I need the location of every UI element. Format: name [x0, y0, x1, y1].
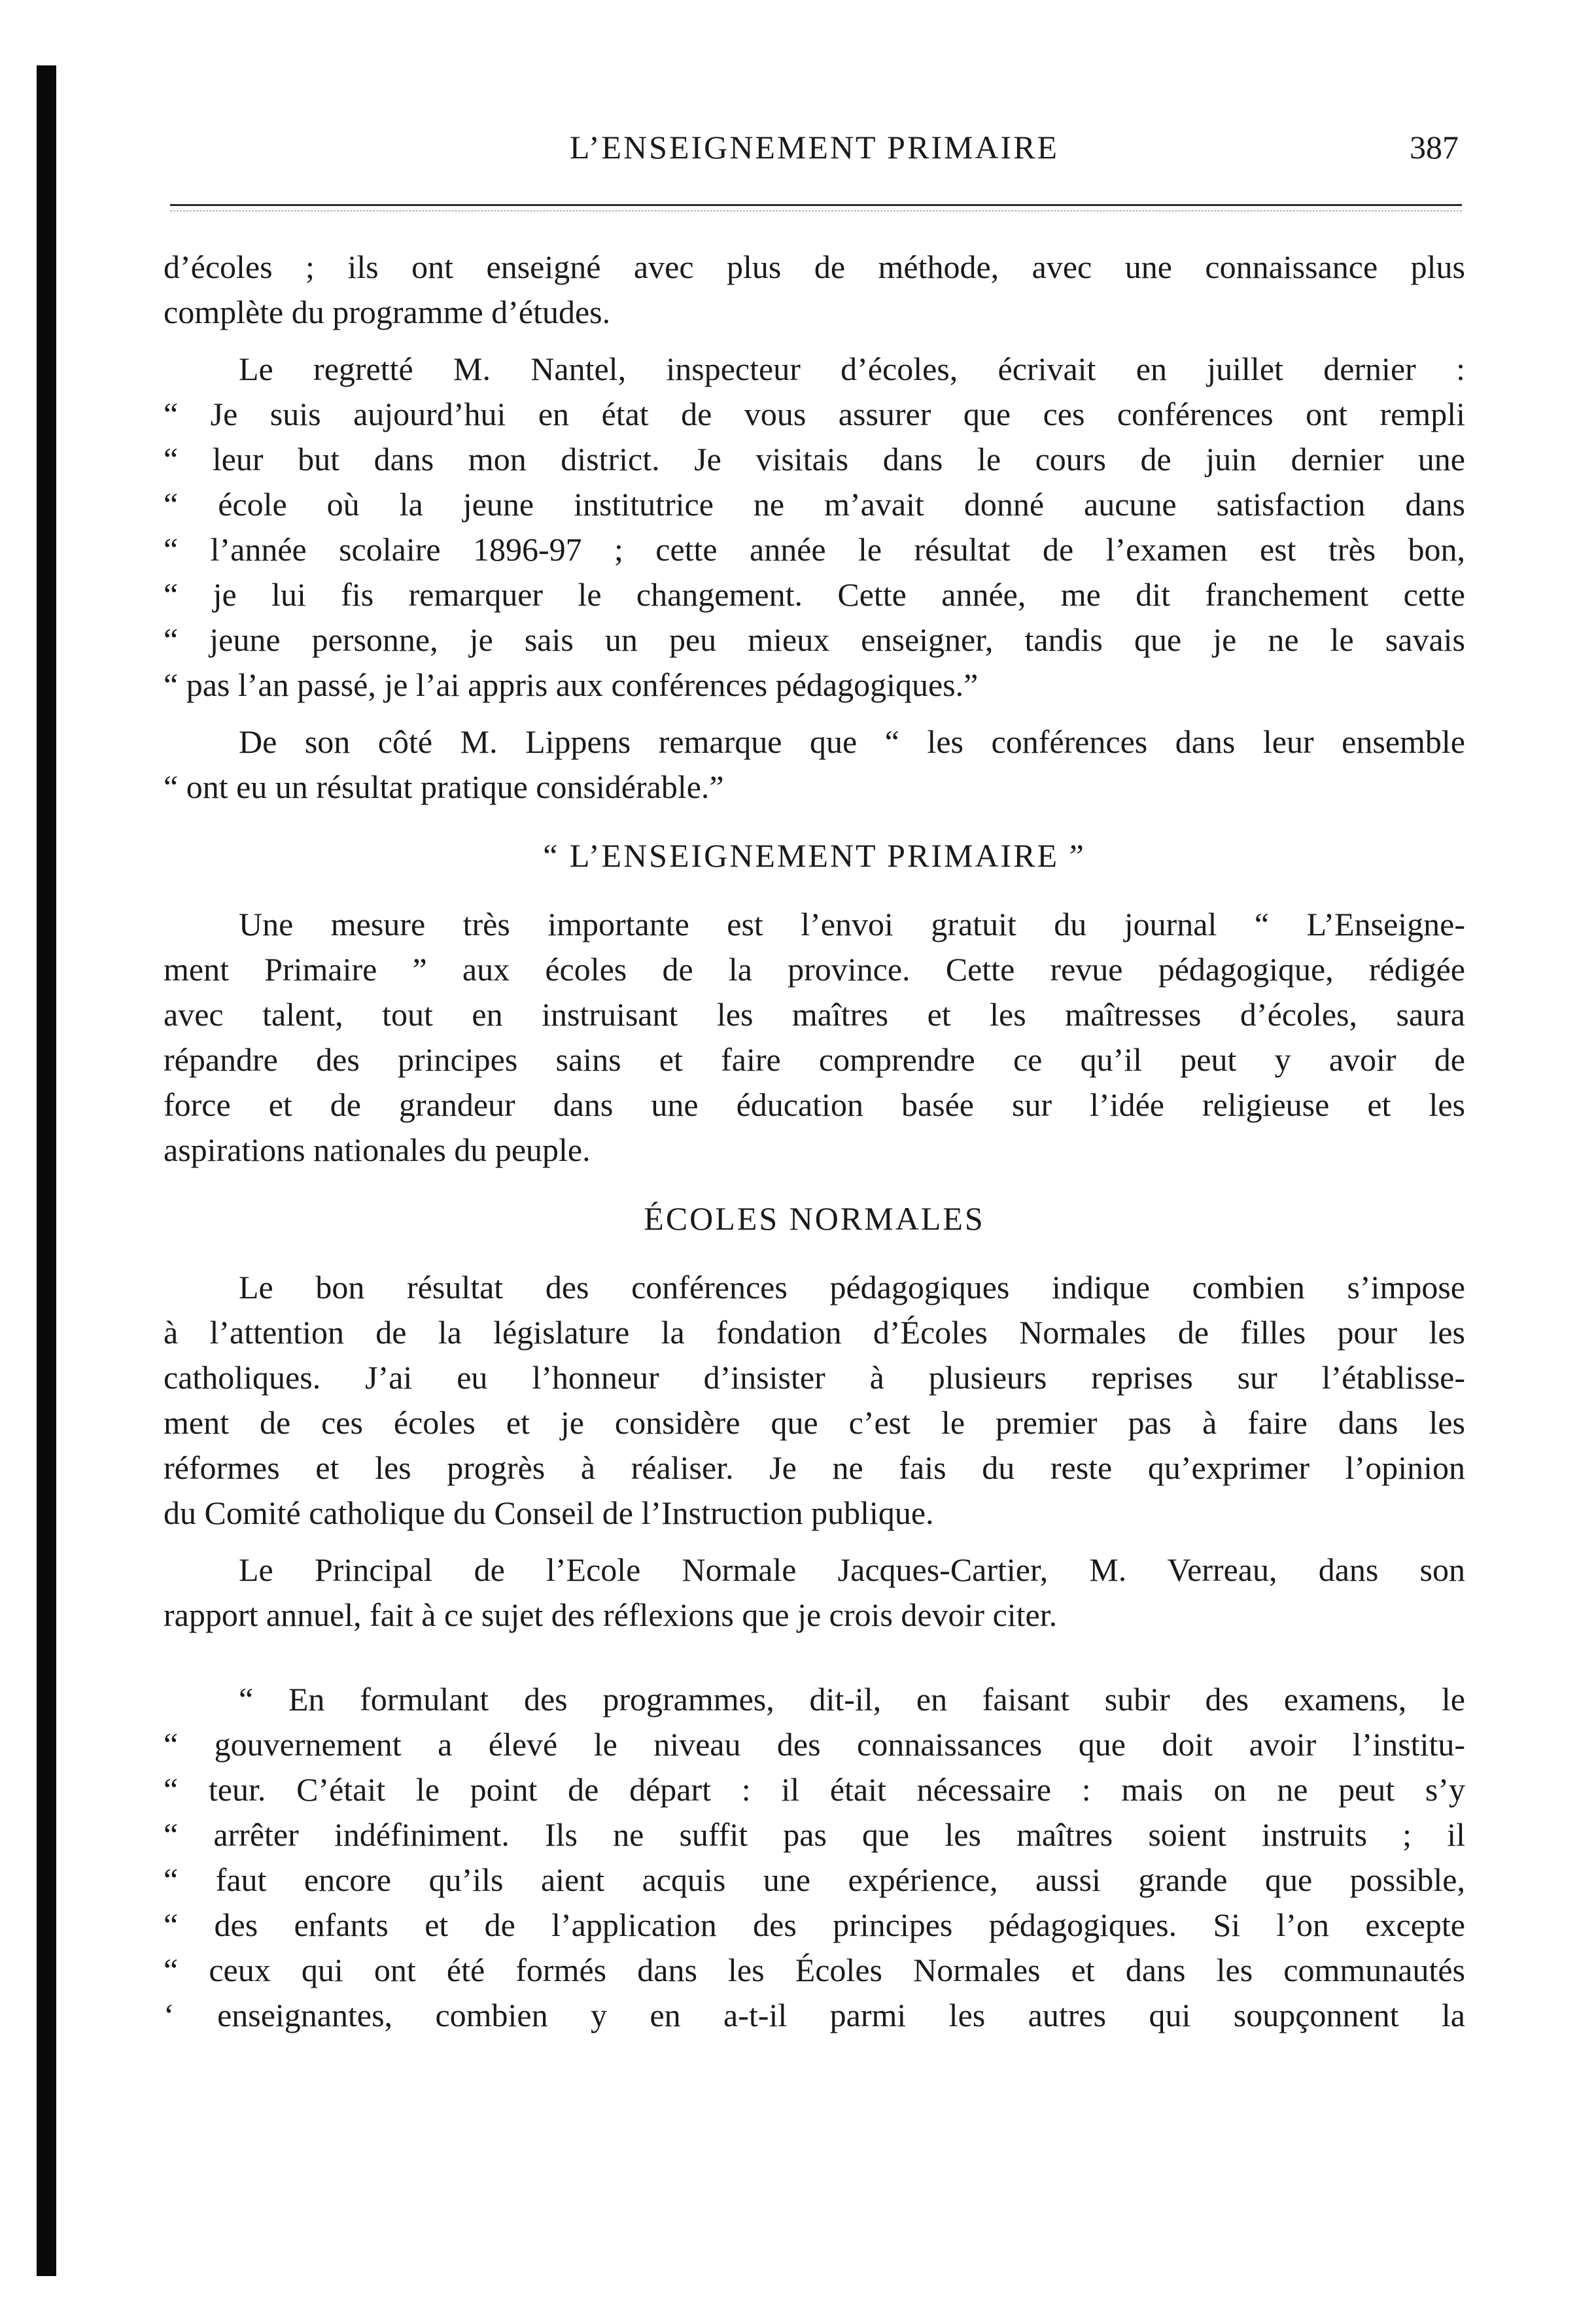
section-heading-enseignement-primaire: “ L’ENSEIGNEMENT PRIMAIRE ”: [543, 837, 1086, 874]
page-binding-edge: [37, 65, 56, 2276]
text-line: du Comité catholique du Conseil de l’Instruction publique.: [164, 1494, 934, 1531]
body-text: [164, 245, 1465, 2038]
text-line: ment de ces écoles et je considère que c’est le premier pas à faire dans les: [164, 1404, 1465, 1441]
paragraph-conferences: [164, 1265, 1465, 1536]
text-line: aspirations nationales du peuple.: [164, 1131, 591, 1168]
text-line: “ des enfants et de l’application des principes pédagogiques. Si l’on excepte: [164, 1907, 1465, 1943]
text-line: d’écoles ; ils ont enseigné avec plus de méthode, avec une connaissance plus: [164, 249, 1465, 285]
text-line: ment Primaire ” aux écoles de la province. Cette revue pédagogique, rédigée: [164, 951, 1465, 988]
text-line: avec talent, tout en instruisant les maîtres et les maîtresses d’écoles, saura: [164, 996, 1465, 1033]
text-line: De son côté M. Lippens remarque que “ les conférences dans leur ensemble: [239, 723, 1465, 760]
paragraph-continuation: [164, 245, 1465, 335]
text-line: réformes et les progrès à réaliser. Je ne fais du reste qu’exprimer l’opinion: [164, 1449, 1465, 1486]
text-line: “ ont eu un résultat pratique considérable.”: [164, 769, 724, 805]
text-line: “ ceux qui ont été formés dans les Écoles Normales et dans les communautés: [164, 1952, 1465, 1988]
text-line: répandre des principes sains et faire comprendre ce qu’il peut y avoir de: [164, 1041, 1465, 1078]
header-rule: [170, 204, 1462, 206]
text-line: Une mesure très importante est l’envoi gratuit du journal “ L’Enseigne-: [239, 906, 1465, 942]
text-line: “ arrêter indéfiniment. Ils ne suffit pas que les maîtres soient instruits ; il: [164, 1816, 1465, 1853]
text-line: Le bon résultat des conférences pédagogiques indique combien s’impose: [239, 1269, 1465, 1305]
text-line: ‘ enseignantes, combien y en a-t-il parmi les autres qui soupçonnent la: [164, 1997, 1465, 2033]
paragraph-verreau: [164, 1547, 1465, 1638]
text-line: à l’attention de la législature la fondation d’Écoles Normales de filles pour les: [164, 1314, 1465, 1351]
text-line: “ faut encore qu’ils aient acquis une expérience, aussi grande que possible,: [164, 1861, 1465, 1898]
paragraph-nantel: [164, 347, 1465, 708]
section-heading-ecoles-normales: ÉCOLES NORMALES: [644, 1200, 985, 1237]
text-line: “ teur. C’était le point de départ : il était nécessaire : mais on ne peut s’y: [164, 1771, 1465, 1808]
text-line: complète du programme d’études.: [164, 294, 611, 330]
text-line: “ gouvernement a élevé le niveau des connaissances que doit avoir l’institu-: [164, 1726, 1465, 1763]
text-line: “ jeune personne, je sais un peu mieux enseigner, tandis que je ne le savais: [164, 621, 1465, 658]
text-line: force et de grandeur dans une éducation basée sur l’idée religieuse et les: [164, 1086, 1465, 1123]
paragraph-lippens: [164, 719, 1465, 810]
running-title: L’ENSEIGNEMENT PRIMAIRE: [569, 129, 1060, 165]
text-line: “ pas l’an passé, je l’ai appris aux conférences pédagogiques.”: [164, 666, 979, 703]
text-line: Le Principal de l’Ecole Normale Jacques-Cartier, M. Verreau, dans son: [239, 1551, 1465, 1588]
text-line: “ En formulant des programmes, dit-il, en faisant subir des examens, le: [239, 1681, 1465, 1718]
text-line: Le regretté M. Nantel, inspecteur d’écoles, écrivait en juillet dernier :: [239, 351, 1465, 387]
text-line: “ je lui fis remarquer le changement. Cette année, me dit franchement cette: [164, 576, 1465, 613]
text-line: “ leur but dans mon district. Je visitais dans le cours de juin dernier une: [164, 441, 1465, 477]
text-line: “ Je suis aujourd’hui en état de vous assurer que ces conférences ont rempli: [164, 396, 1465, 432]
text-line: rapport annuel, fait à ce sujet des réflexions que je crois devoir citer.: [164, 1597, 1058, 1633]
page-number: 387: [1410, 129, 1459, 165]
paragraph-verreau-quote: [164, 1677, 1465, 2038]
paragraph-journal: [164, 902, 1465, 1173]
running-head: [164, 128, 1465, 174]
text-line: catholiques. J’ai eu l’honneur d’insister à plusieurs reprises sur l’établisse-: [164, 1359, 1465, 1396]
text-line: “ l’année scolaire 1896-97 ; cette année le résultat de l’examen est très bon,: [164, 531, 1465, 568]
text-line: “ école où la jeune institutrice ne m’avait donné aucune satisfaction dans: [164, 486, 1465, 523]
